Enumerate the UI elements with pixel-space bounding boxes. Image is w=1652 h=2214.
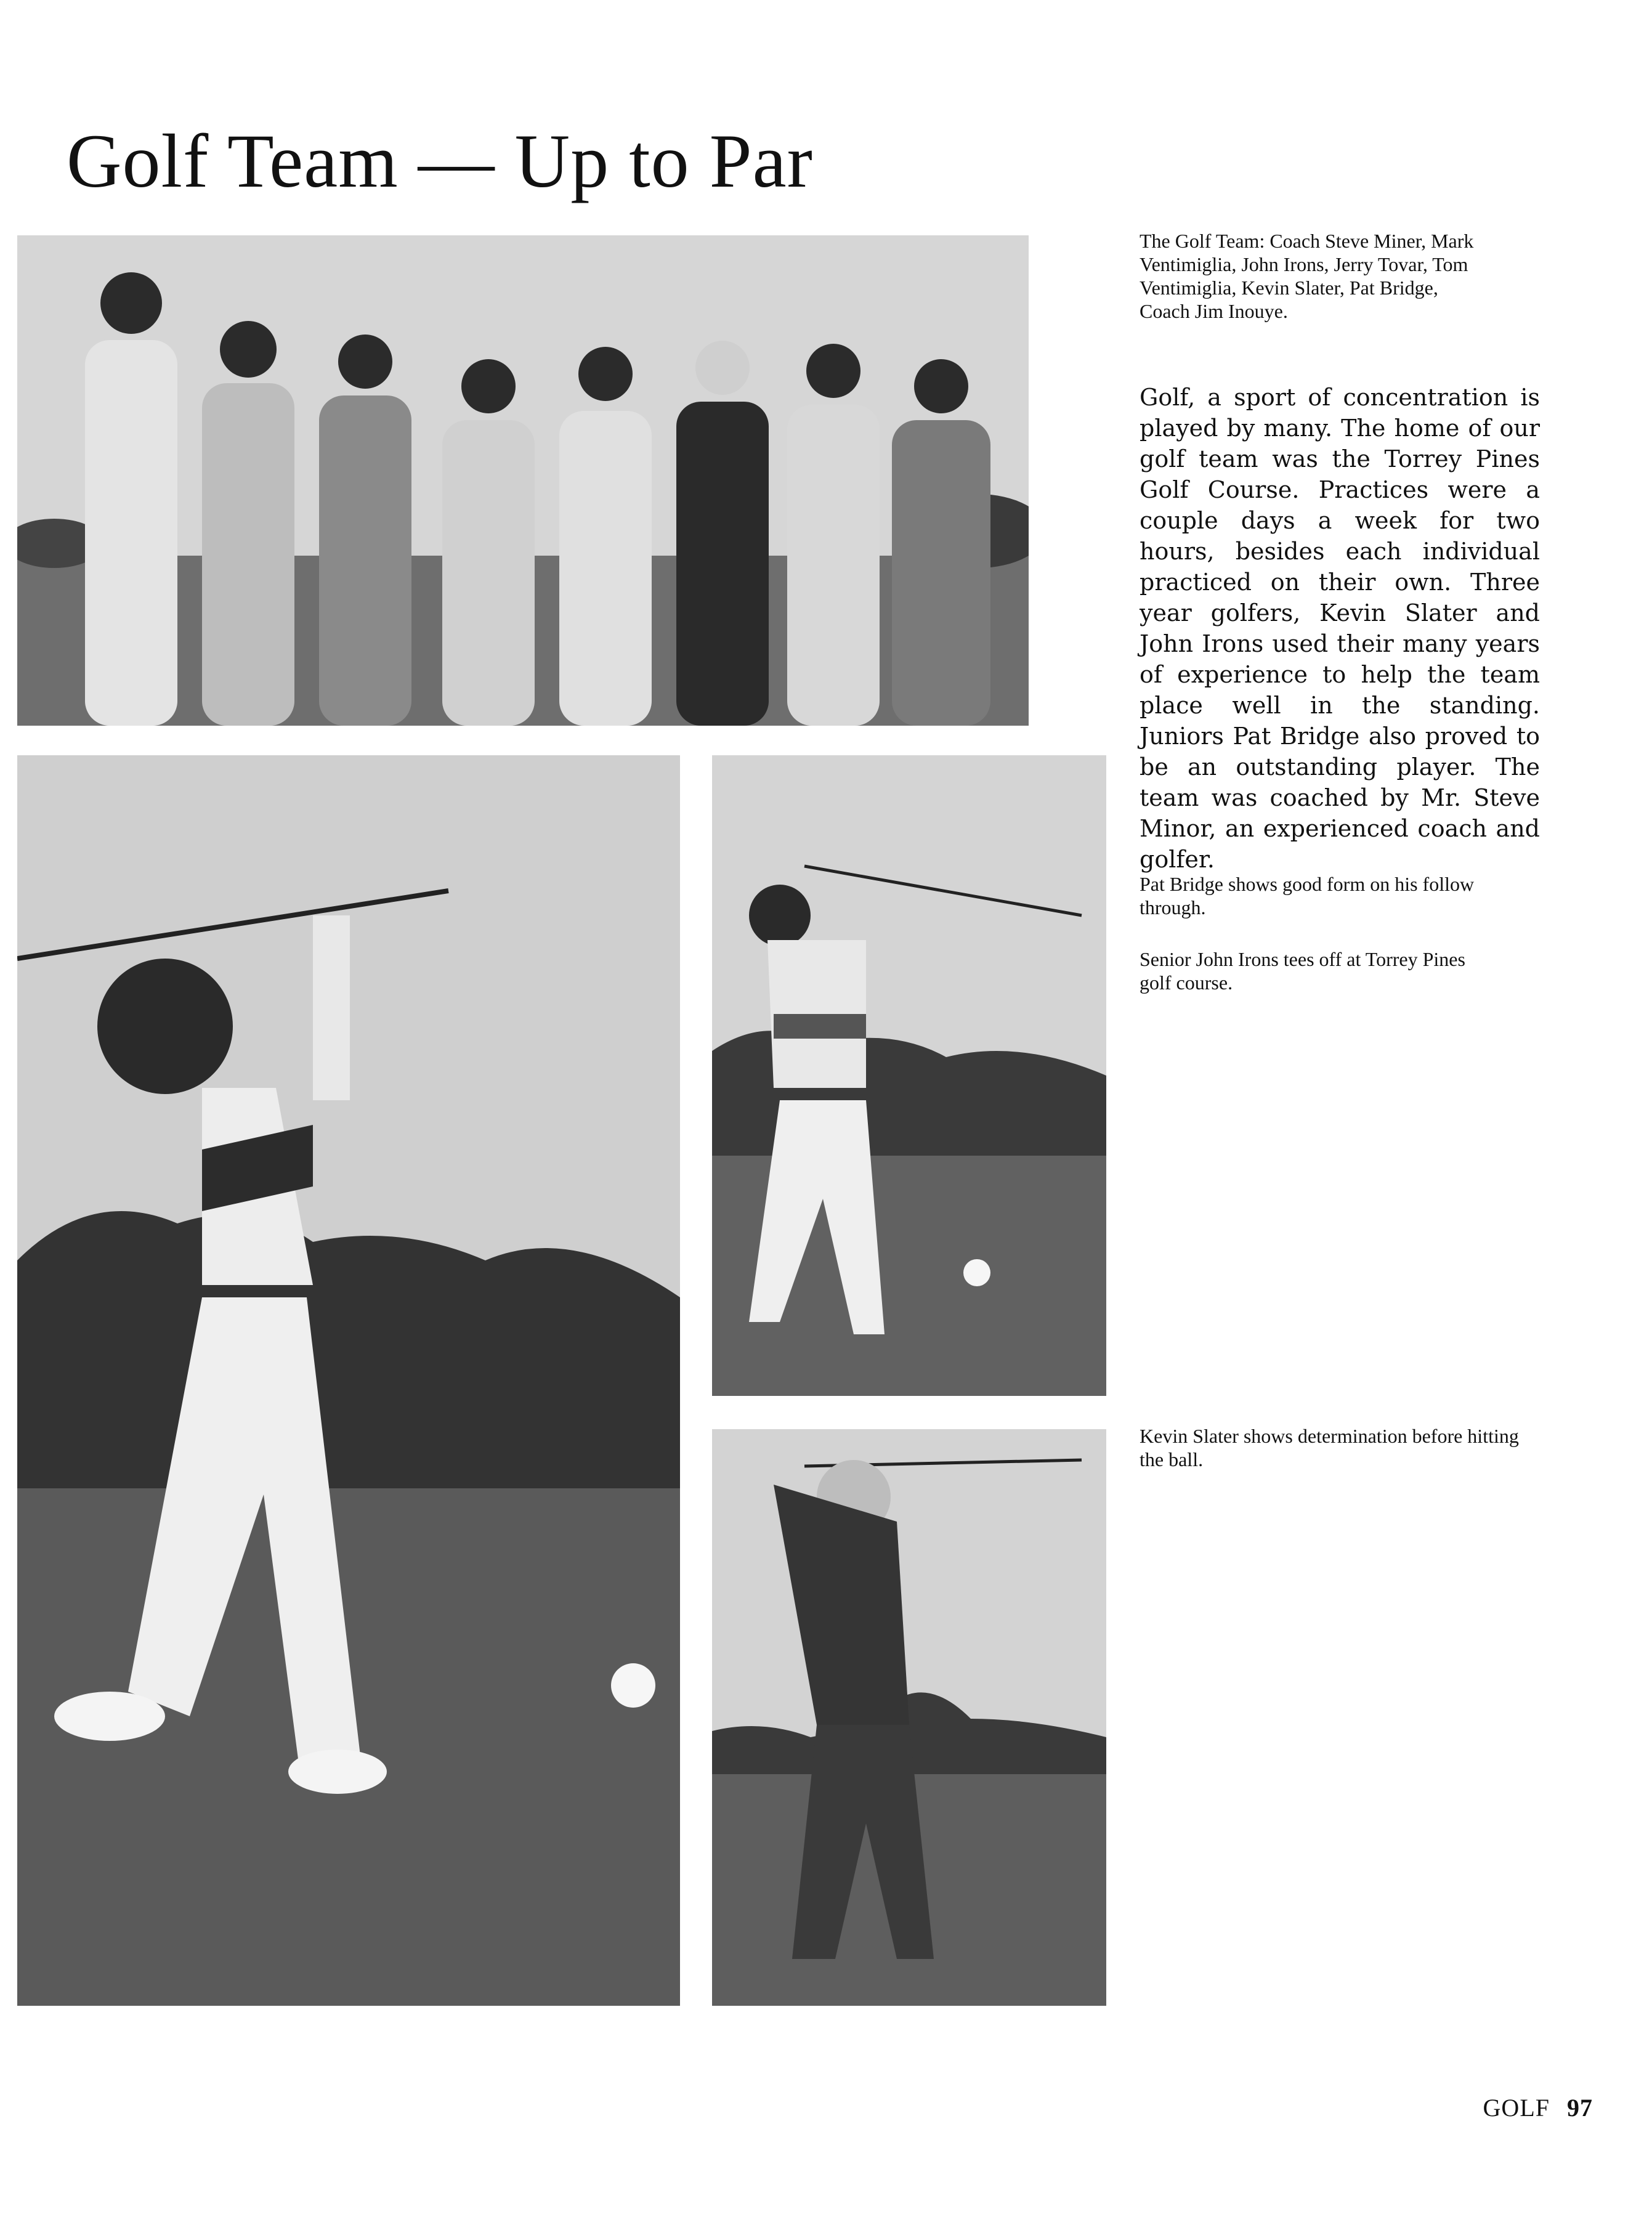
page-footer <box>1483 2093 1593 2122</box>
pat-bridge-caption: Pat Bridge shows good form on his follow through. <box>1140 873 1475 918</box>
page-number: 97 <box>1567 2094 1593 2122</box>
kevin-slater-caption: Kevin Slater shows determination before hitting the ball. <box>1140 1425 1519 1470</box>
golfer-swing-photo <box>17 755 680 2006</box>
section-label: GOLF <box>1483 2094 1550 2122</box>
team-photo <box>17 235 1029 726</box>
john-irons-caption: Senior John Irons tees off at Torrey Pines golf course. <box>1140 948 1465 994</box>
golfer-follow-through-photo <box>712 755 1106 1396</box>
team-photo-caption: The Golf Team: Coach Steve Miner, Mark Ventimiglia, John Irons, Jerry Tovar, Tom Ventimiglia, Kevin Slater, Pat Bridge, Coach Jim Inouye. <box>1140 230 1474 322</box>
page-title: Golf Team — Up to Par <box>67 119 813 203</box>
article-paragraph: Golf, a sport of concentration is played by many. The home of our golf team was the Torrey Pines Golf Course. Practices were a couple days a week for two hours, besides each individual practiced on their own. Three year golfers, Kevin Slater and John Irons used their many years of experience to help the team place well in the standing. Juniors Pat Bridge also proved to be an outstanding player. The team was coached by Mr. Steve Minor, an experienced coach and golfer. <box>1140 384 1540 873</box>
golfer-backswing-photo <box>712 1429 1106 2006</box>
